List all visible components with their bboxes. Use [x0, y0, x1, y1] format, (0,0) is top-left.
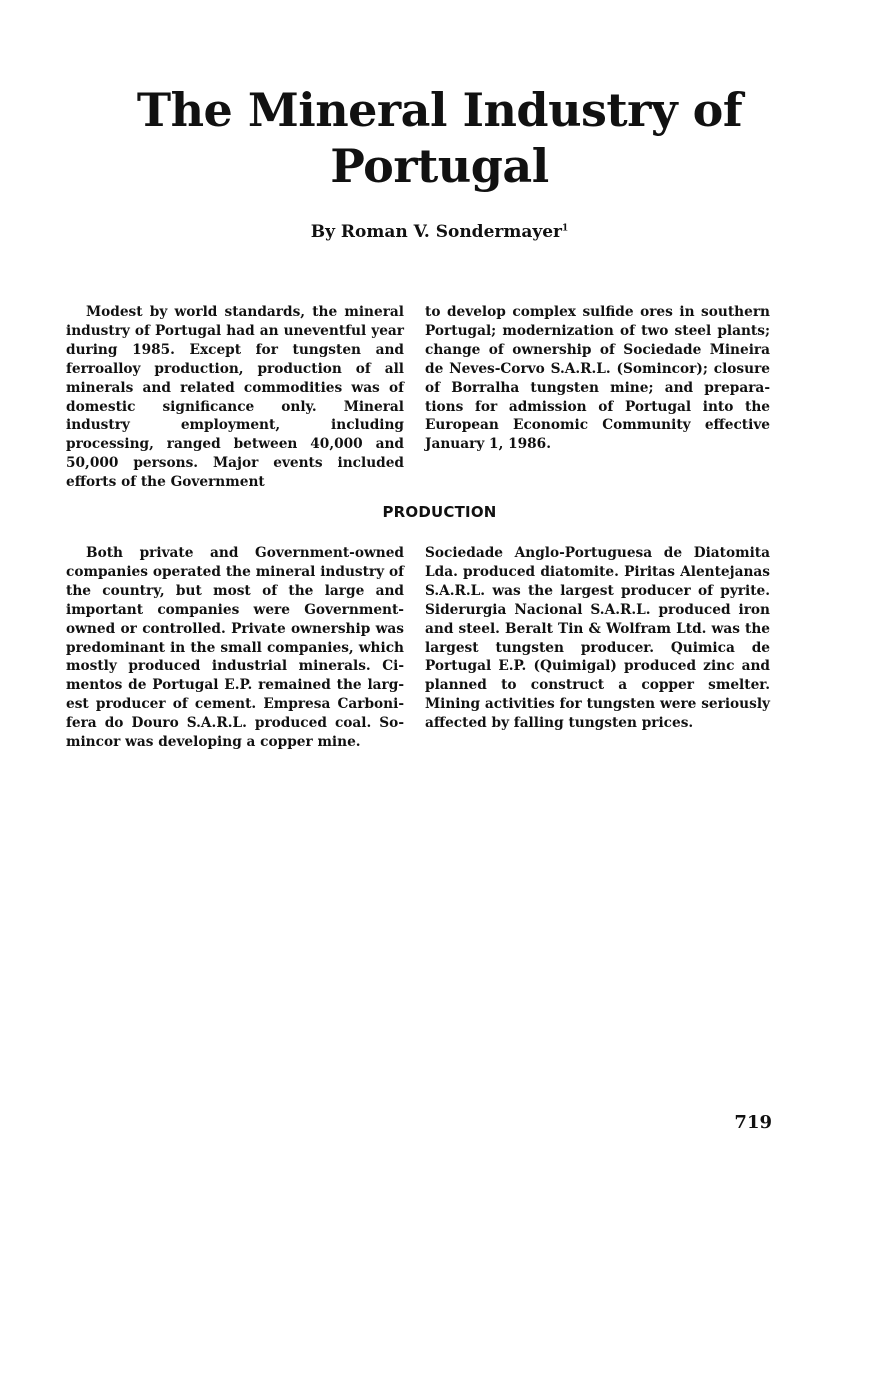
- intro-paragraph-right: to develop complex sulfide ores in southern Portugal; modernization of two steel plants; change of ownership of Sociedade Mineira de Neves-Corvo S.A.R.L. (Somincor); closure of Borralha tungsten mine; and preparations for admission of Portugal into the European Economic Community effective January 1, 1986.: [425, 304, 770, 453]
- author-byline: [0, 220, 879, 244]
- author-name: By Roman V. Sondermayer: [310, 222, 562, 242]
- intro-paragraph-left: Modest by world standards, the mineral industry of Portugal had an uneventful year during 1985. Except for tungsten and ferroalloy production, production of all minerals and related commodities was of domestic significance only. Mineral industry employment, including processing, ranged between 40,000 and 50,000 persons. Major events included efforts of the Government: [66, 304, 404, 491]
- title-line-1: The Mineral Industry of: [136, 83, 743, 137]
- author-footnote-mark: 1: [562, 223, 569, 234]
- production-paragraph-left: Both private and Government-owned companies operated the mineral industry of the country, but most of the large and important companies were Government-owned or controlled. Private ownership was predominant in the small companies, which mostly produced industrial minerals. Cimentos de Portugal E.P. remained the largest producer of cement. Empresa Carbonifera do Douro S.A.R.L. produced coal. Somincor was developing a copper mine.: [66, 545, 404, 751]
- page-title: [0, 82, 879, 194]
- section-heading-production: PRODUCTION: [382, 503, 497, 521]
- production-paragraph-right: Sociedade Anglo-Portuguesa de Diatomita Lda. produced diatomite. Piritas Alentejanas S.A.R.L. was the largest producer of pyrite. Siderurgia Nacional S.A.R.L. produced iron and steel. Beralt Tin & Wolfram Ltd. was the largest tungsten producer. Quimica de Portugal E.P. (Quimigal) produced zinc and planned to construct a copper smelter. Mining activities for tungsten were seriously affected by falling tungsten prices.: [425, 545, 770, 732]
- title-line-2: Portugal: [330, 139, 549, 193]
- page-number: 719: [734, 1112, 772, 1133]
